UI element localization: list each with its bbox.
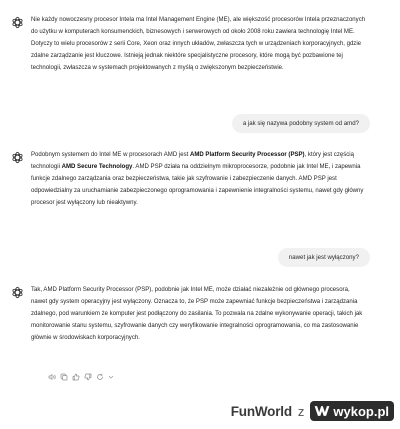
watermark-site-name: FunWorld — [230, 403, 292, 419]
wykop-logo — [310, 401, 394, 421]
assistant-message-text — [31, 150, 367, 210]
bold-term: AMD Secure Technology — [61, 163, 133, 170]
text-segment: . AMD PSP działa na oddzielnym mikroprocesorze, podobnie jak Intel ME, i zapewnia funkcje zdalnego zarządzania oraz bezpieczeństwa, takie jak szyfrowanie i zabezpieczenie danych. AMD PSP jest odpowiedzialny za uruchamianie zabezpieczonego oprogramowania i zapewnienie integralności systemu, nawet gdy główny procesor jest wyłączony lub nieaktywny. — [31, 163, 364, 206]
chatgpt-logo-icon — [11, 151, 24, 164]
assistant-message — [31, 150, 367, 210]
thumbs-down-icon[interactable] — [84, 373, 92, 381]
text-segment: , który jest częścią technologii — [31, 152, 354, 170]
chatgpt-logo-icon — [11, 16, 24, 29]
text-segment: Podobnym systemem do Intel ME w procesorach AMD jest — [31, 152, 190, 158]
chatgpt-logo-icon — [11, 286, 24, 299]
assistant-message-text: Tak, AMD Platform Security Processor (PSP), podobnie jak Intel ME, może działać niezależnie od głównego procesora, nawet gdy system operacyjny jest wyłączony. Oznacza to, że PSP może zapewniać funkcje bezpieczeństwa i zarządzania zdalnego, pod warunkiem że komputer jest podłączony do zasilania. To pozwala na zdalne wykonywanie operacji, takich jak monitorowanie stanu systemu, szyfrowanie danych czy weryfikowanie integralności oprogramowania, co ma zastosowanie głównie w środowiskach korporacyjnych. — [31, 287, 363, 341]
thumbs-up-icon[interactable] — [72, 373, 80, 381]
watermark — [231, 398, 394, 424]
assistant-message-text: Nie każdy nowoczesny procesor Intela ma Intel Management Engine (ME), ale większość procesorów Intela przeznaczonych do użytku w komputerach konsumenckich, biznesowych i serwerowych od około 2008 roku zawiera technologię Intel ME. Dotyczy to wielu procesorów z serii Core, Xeon oraz innych układów, zwłaszcza tych w urządzeniach korporacyjnych, gdzie zdalne zarządzanie jest kluczowe. Istnieją jednak niektóre specjalistyczne procesory, które mogą być pozbawione tej technologii, zwłaszcza w systemach projektowanych z myślą o zwiększonym bezpieczeństwie. — [31, 17, 366, 71]
bold-term: AMD Platform Security Processor (PSP) — [189, 152, 305, 158]
speaker-icon[interactable] — [48, 373, 56, 381]
regenerate-icon[interactable] — [96, 373, 104, 381]
user-message-bubble: nawet jak jest wyłączony? — [278, 248, 370, 267]
chevron-down-icon[interactable] — [108, 374, 114, 380]
wykop-logo-text: wykop.pl — [333, 403, 389, 419]
assistant-message — [31, 285, 367, 345]
wykop-logo-icon — [313, 403, 331, 419]
copy-icon[interactable] — [60, 373, 68, 381]
assistant-message — [31, 15, 367, 75]
user-message-bubble: a jak się nazywa podobny system od amd? — [232, 114, 370, 133]
watermark-separator: z — [297, 403, 305, 419]
message-actions — [48, 372, 114, 382]
